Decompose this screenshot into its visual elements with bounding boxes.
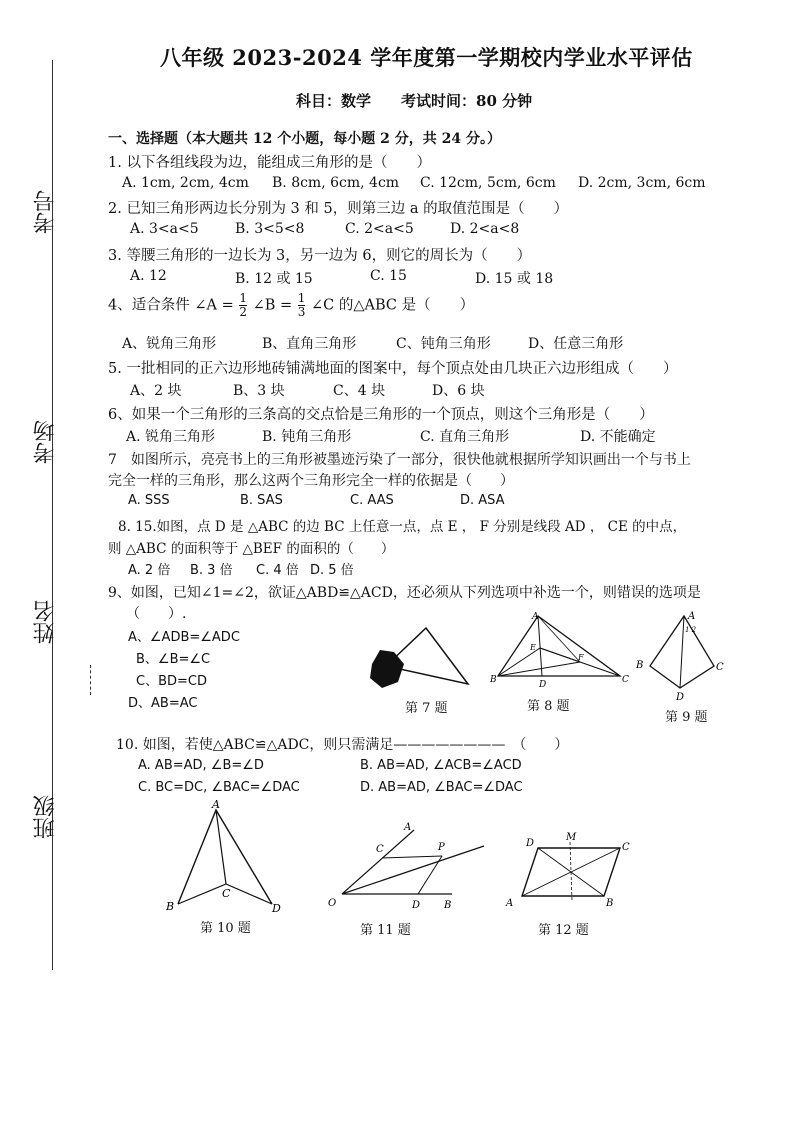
question-4-option-b: B、直角三角形 [262, 336, 357, 352]
question-9-option-a: A、∠ADB=∠ADC [128, 630, 240, 645]
question-8-stem: 8. 15.如图，点 D 是 △ABC 的边 BC 上任意一点，点 E ， F 分别是线段 AD ， CE 的中点， [118, 519, 687, 535]
question-1-option-d: D. 2cm, 3cm, 6cm [578, 175, 706, 191]
question-10-option-d: D. AB=AD, ∠BAC=∠DAC [360, 780, 523, 795]
fig11-label-o: O [328, 898, 337, 909]
fig7-ink-blot [370, 650, 404, 688]
fig12-label-a: A [506, 898, 514, 909]
question-1-option-a: A. 1cm, 2cm, 4cm [122, 175, 249, 191]
class-label: 班级 [33, 795, 58, 839]
fig8-label-b: B [490, 675, 497, 685]
fig8-segment-bf [498, 662, 580, 676]
fig8-label-e: E [530, 643, 536, 652]
fig11-segment-dp [418, 856, 442, 894]
dashed-mark [90, 665, 91, 695]
question-9-stem-line2: （ ）. [126, 606, 187, 622]
question-8-stem-line2: 则 △ABC 的面积等于 △BEF 的面积的（ ） [108, 541, 395, 557]
frac-numerator: 1 [239, 291, 247, 305]
fig9-label-1-2: 1 2 [685, 626, 697, 634]
question-5-option-d: D、6 块 [432, 383, 485, 399]
question-9-stem: 9、如图，已知∠1=∠2，欲证△ABD≌△ACD，还必须从下列选项中补选一个，则错误的选项是 [108, 585, 701, 601]
question-1-option-c: C. 12cm, 5cm, 6cm [420, 175, 556, 191]
question-9-option-b: B、∠B=∠C [136, 652, 211, 667]
fig9-label-c: C [716, 662, 724, 673]
fig8-caption: 第 8 题 [527, 699, 570, 714]
fig12-caption: 第 12 题 [538, 923, 589, 938]
question-2-option-c: C. 2<a<5 [345, 221, 414, 237]
question-10-option-a: A. AB=AD, ∠B=∠D [138, 758, 264, 773]
question-1-stem: 1. 以下各组线段为边，能组成三角形的是（ ） [108, 155, 431, 171]
fig7-caption: 第 7 题 [405, 701, 448, 716]
section-heading: 一、选择题（本大题共 12 个小题，每小题 2 分，共 24 分。） [108, 131, 501, 147]
fig11-ray-op [342, 846, 484, 894]
fig8-label-a: A [532, 612, 539, 622]
fig10-segment-ac [216, 810, 226, 884]
question-4-stem-pre: 4、适合条件 ∠A = [108, 297, 234, 314]
question-5-option-a: A、2 块 [130, 383, 182, 399]
question-3-stem: 3. 等腰三角形的一边长为 3，另一边为 6，则它的周长为（ ） [108, 248, 532, 264]
question-7-option-b: B. SAS [240, 493, 283, 508]
question-9-option-c: C、BD=CD [136, 674, 207, 689]
fig10-segment-dc [226, 884, 272, 904]
fig9-label-b: B [636, 660, 644, 671]
question-4-option-d: D、任意三角形 [528, 336, 624, 352]
question-6-option-b: B. 钝角三角形 [262, 429, 352, 445]
figure-10 [160, 800, 290, 915]
question-6-option-d: D. 不能确定 [580, 429, 656, 445]
question-4-stem [108, 292, 474, 319]
fig10-label-d: D [272, 902, 281, 915]
fraction-one-half [239, 292, 247, 319]
question-7-option-a: A. SSS [128, 493, 170, 508]
frac-numerator: 1 [297, 291, 306, 305]
fig10-label-a: A [212, 800, 220, 811]
question-7-stem: 7 如图所示，亮亮书上的三角形被墨迹污染了一部分，很快他就根据所学知识画出一个与书上 [108, 452, 691, 468]
fig8-label-f: F [578, 653, 584, 662]
subject-line: 科目：数学 考试时间：80 分钟 [296, 92, 533, 110]
question-8-option-c: C. 4 倍 [256, 563, 299, 578]
fig10-label-c: C [222, 887, 231, 900]
fig9-caption: 第 9 题 [665, 710, 708, 725]
question-1-option-b: B. 8cm, 6cm, 4cm [272, 175, 400, 191]
fig8-segment-be [498, 648, 540, 676]
figure-7 [364, 620, 474, 695]
question-6-stem: 6、如果一个三角形的三条高的交点恰是三角形的一个顶点，则这个三角形是（ ） [108, 407, 654, 423]
fig12-label-d: D [526, 838, 535, 849]
question-8-option-a: A. 2 倍 [128, 563, 171, 578]
fig12-label-c: C [622, 842, 630, 853]
figure-12 [500, 826, 640, 911]
question-2-stem: 2. 已知三角形两边长分别为 3 和 5，则第三边 a 的取值范围是（ ） [108, 201, 569, 217]
exam-title: 八年级 2023-2024 学年度第一学期校内学业水平评估 [160, 45, 693, 70]
fig8-label-d: D [539, 680, 547, 690]
fig10-caption: 第 10 题 [200, 921, 251, 936]
question-3-option-c: C. 15 [370, 268, 407, 284]
name-label: 姓名 [33, 600, 58, 644]
question-9-option-d: D、AB=AC [128, 696, 198, 711]
frac-denominator: 2 [239, 305, 247, 319]
fig11-ray-oa [342, 830, 414, 894]
question-5-option-b: B、3 块 [233, 383, 285, 399]
question-6-option-a: A. 锐角三角形 [126, 429, 216, 445]
question-10-option-c: C. BC=DC, ∠BAC=∠DAC [138, 780, 300, 795]
question-2-option-d: D. 2<a<8 [450, 221, 520, 237]
fig8-triangle-abc [498, 616, 620, 676]
question-8-option-d: D. 5 倍 [310, 563, 354, 578]
fig9-label-d: D [676, 692, 685, 703]
fig12-label-b: B [606, 898, 614, 909]
question-2-option-b: B. 3<5<8 [235, 221, 305, 237]
question-4-option-a: A、锐角三角形 [122, 336, 217, 352]
question-5-stem: 5. 一批相同的正六边形地砖铺满地面的图案中，每个顶点处由几块正六边形组成（ ） [108, 361, 678, 377]
question-6-option-c: C. 直角三角形 [420, 429, 510, 445]
question-4-option-c: C、钝角三角形 [396, 336, 491, 352]
fig11-caption: 第 11 题 [360, 923, 411, 938]
fig11-label-a: A [404, 822, 412, 833]
question-8-option-b: B. 3 倍 [190, 563, 233, 578]
fig9-label-a: A [688, 611, 696, 622]
fig11-label-d: D [412, 900, 421, 911]
question-7-stem-line2: 完全一样的三角形，那么这两个三角形完全一样的依据是（ ） [108, 473, 514, 489]
fig11-label-b: B [444, 900, 452, 911]
question-3-option-a: A. 12 [130, 268, 167, 284]
figure-11 [322, 818, 492, 913]
question-3-option-d: D. 15 或 18 [475, 271, 554, 287]
question-7-option-d: D. ASA [460, 493, 505, 508]
fig11-label-c: C [376, 844, 384, 855]
fraction-one-third [298, 292, 306, 319]
fig8-segment-ad [538, 616, 542, 676]
question-7-option-c: C. AAS [350, 493, 394, 508]
fig12-label-m: M [566, 832, 577, 843]
fig8-label-c: C [622, 675, 629, 685]
question-2-option-a: A. 3<a<5 [130, 221, 199, 237]
fig9-segment-ad [680, 616, 684, 688]
frac-denominator: 3 [297, 305, 306, 319]
question-4-stem-post: ∠C 的△ABC 是（ ） [311, 297, 475, 314]
fig11-label-p: P [438, 842, 445, 853]
question-3-option-b: B. 12 或 15 [235, 271, 313, 287]
question-4-stem-mid: ∠B = [252, 297, 293, 314]
figure-9 [632, 608, 742, 708]
fig11-segment-cp [382, 856, 442, 858]
exam-no-label: 考号 [33, 190, 58, 234]
question-5-option-c: C、4 块 [333, 383, 386, 399]
fig10-label-b: B [166, 900, 175, 913]
question-10-stem: 10. 如图，若使△ABC≌△ADC，则只需满足———————— （ ） [116, 737, 569, 753]
figure-8 [490, 610, 630, 690]
seat-label: 考场 [33, 420, 58, 464]
question-10-option-b: B. AB=AD, ∠ACB=∠ACD [360, 758, 522, 773]
